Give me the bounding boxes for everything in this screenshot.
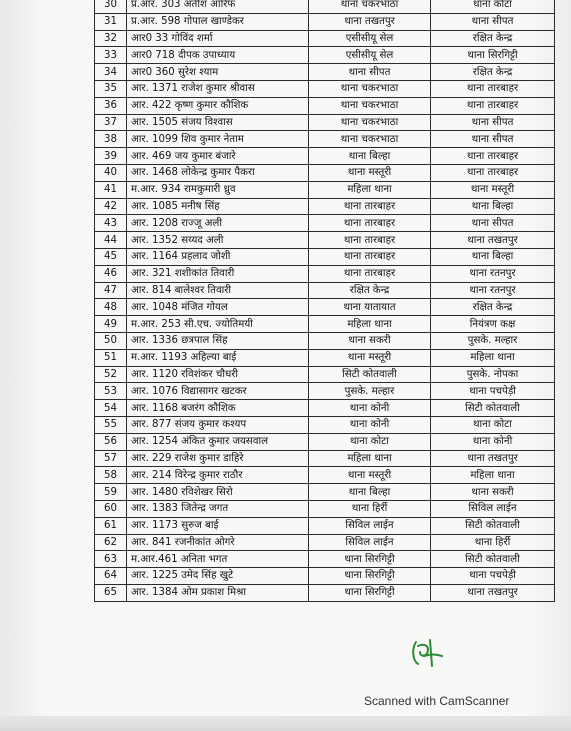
serial-number-cell: 31 xyxy=(95,13,127,30)
from-posting-cell: थाना चकरभाठा xyxy=(309,114,431,131)
table-row xyxy=(95,198,555,215)
from-posting-cell: महिला थाना xyxy=(309,450,431,467)
serial-number-cell: 41 xyxy=(95,181,127,198)
from-posting-cell: थाना मस्तूरी xyxy=(309,164,431,181)
table-row xyxy=(95,500,555,517)
to-posting-cell: रक्षित केन्द्र xyxy=(431,299,555,316)
table-row xyxy=(95,47,555,64)
transfer-roster-table xyxy=(94,0,555,602)
employee-name-cell: आर. 321 शशीकांत तिवारी xyxy=(127,265,309,282)
serial-number-cell: 50 xyxy=(95,332,127,349)
serial-number-cell: 38 xyxy=(95,131,127,148)
to-posting-cell: थाना सीपत xyxy=(431,114,555,131)
handwritten-signature-icon xyxy=(408,634,448,670)
serial-number-cell: 34 xyxy=(95,64,127,81)
to-posting-cell: थाना तारबाहर xyxy=(431,80,555,97)
employee-name-cell: आर. 1505 संजय विश्वास xyxy=(127,114,309,131)
to-posting-cell: थाना रतनपुर xyxy=(431,282,555,299)
table-row xyxy=(95,80,555,97)
to-posting-cell: नियंत्रण कक्ष xyxy=(431,316,555,333)
from-posting-cell: थाना चकरभाठा xyxy=(309,131,431,148)
employee-name-cell: आर. 1048 मंजित गोयल xyxy=(127,299,309,316)
to-posting-cell: थाना तखतपुर xyxy=(431,450,555,467)
serial-number-cell: 37 xyxy=(95,114,127,131)
employee-name-cell: आर. 1164 प्रहलाद जोशी xyxy=(127,248,309,265)
employee-name-cell: आर. 814 बालेश्वर तिवारी xyxy=(127,282,309,299)
table-row xyxy=(95,181,555,198)
from-posting-cell: थाना सकरी xyxy=(309,332,431,349)
table-row xyxy=(95,248,555,265)
serial-number-cell: 52 xyxy=(95,366,127,383)
from-posting-cell: थाना सीपत xyxy=(309,64,431,81)
employee-name-cell: आर. 1225 उमेद सिंह खुटे xyxy=(127,568,309,585)
from-posting-cell: थाना कोनी xyxy=(309,416,431,433)
to-posting-cell: सिविल लाईन xyxy=(431,500,555,517)
serial-number-cell: 54 xyxy=(95,400,127,417)
to-posting-cell: सिटी कोतवाली xyxy=(431,517,555,534)
from-posting-cell: रक्षित केन्द्र xyxy=(309,282,431,299)
to-posting-cell: थाना सिरगिट्टी xyxy=(431,47,555,64)
table-row xyxy=(95,64,555,81)
from-posting-cell: पुसके. मल्हार xyxy=(309,383,431,400)
table-row xyxy=(95,299,555,316)
employee-name-cell: आर. 1383 जितेन्द्र जगत xyxy=(127,500,309,517)
from-posting-cell: थाना चकरभाठा xyxy=(309,0,431,13)
table-row xyxy=(95,383,555,400)
serial-number-cell: 56 xyxy=(95,433,127,450)
to-posting-cell: थाना सीपत xyxy=(431,13,555,30)
employee-name-cell: आर. 1384 ओम प्रकाश मिश्रा xyxy=(127,584,309,601)
from-posting-cell: थाना सिरगिट्टी xyxy=(309,584,431,601)
table-row xyxy=(95,148,555,165)
employee-name-cell: आर0 718 दीपक उपाध्याय xyxy=(127,47,309,64)
serial-number-cell: 48 xyxy=(95,299,127,316)
from-posting-cell: एसीसीयू सेल xyxy=(309,47,431,64)
to-posting-cell: थाना मस्तूरी xyxy=(431,181,555,198)
from-posting-cell: थाना चकरभाठा xyxy=(309,80,431,97)
serial-number-cell: 62 xyxy=(95,534,127,551)
to-posting-cell: महिला थाना xyxy=(431,349,555,366)
to-posting-cell: थाना रतनपुर xyxy=(431,265,555,282)
employee-name-cell: म.आर. 934 रामकुमारी ध्रुव xyxy=(127,181,309,198)
serial-number-cell: 30 xyxy=(95,0,127,13)
serial-number-cell: 47 xyxy=(95,282,127,299)
table-row xyxy=(95,433,555,450)
table-row xyxy=(95,467,555,484)
from-posting-cell: थाना तारबाहर xyxy=(309,198,431,215)
from-posting-cell: महिला थाना xyxy=(309,316,431,333)
serial-number-cell: 35 xyxy=(95,80,127,97)
to-posting-cell: थाना तारबाहर xyxy=(431,148,555,165)
from-posting-cell: महिला थाना xyxy=(309,181,431,198)
serial-number-cell: 44 xyxy=(95,232,127,249)
employee-name-cell: आर. 1120 रविशंकर चौधरी xyxy=(127,366,309,383)
serial-number-cell: 61 xyxy=(95,517,127,534)
serial-number-cell: 49 xyxy=(95,316,127,333)
table-row xyxy=(95,416,555,433)
table-row xyxy=(95,517,555,534)
to-posting-cell: थाना पचपेड़ी xyxy=(431,383,555,400)
employee-name-cell: आर. 469 जय कुमार बंजारे xyxy=(127,148,309,165)
employee-name-cell: आर0 360 सुरेश श्याम xyxy=(127,64,309,81)
from-posting-cell: थाना कोनी xyxy=(309,400,431,417)
to-posting-cell: थाना तारबाहर xyxy=(431,164,555,181)
employee-name-cell: आर. 1099 शिव कुमार नेताम xyxy=(127,131,309,148)
table-row xyxy=(95,568,555,585)
employee-name-cell: म.आर.461 अनिता भगत xyxy=(127,551,309,568)
employee-name-cell: आर. 1173 सुरुज बाई xyxy=(127,517,309,534)
from-posting-cell: सिविल लाईन xyxy=(309,517,431,534)
to-posting-cell: थाना तारबाहर xyxy=(431,97,555,114)
table-row xyxy=(95,450,555,467)
to-posting-cell: सिटी कोतवाली xyxy=(431,400,555,417)
from-posting-cell: थाना सिरगिट्टी xyxy=(309,551,431,568)
employee-name-cell: आर0 33 गोविंद शर्मा xyxy=(127,30,309,47)
serial-number-cell: 60 xyxy=(95,500,127,517)
table-row xyxy=(95,164,555,181)
employee-name-cell: आर. 1371 राजेश कुमार श्रीवास xyxy=(127,80,309,97)
employee-name-cell: प्र.आर. 598 गोपाल खाण्डेकर xyxy=(127,13,309,30)
employee-name-cell: आर. 1352 सय्यद अली xyxy=(127,232,309,249)
to-posting-cell: थाना बिल्हा xyxy=(431,198,555,215)
employee-name-cell: म.आर. 253 सी.एच. ज्योतिमयी xyxy=(127,316,309,333)
from-posting-cell: सिविल लाईन xyxy=(309,534,431,551)
table-row xyxy=(95,484,555,501)
from-posting-cell: थाना चकरभाठा xyxy=(309,97,431,114)
table-row xyxy=(95,13,555,30)
to-posting-cell: थाना पचपेड़ी xyxy=(431,568,555,585)
serial-number-cell: 39 xyxy=(95,148,127,165)
table-row xyxy=(95,215,555,232)
serial-number-cell: 46 xyxy=(95,265,127,282)
serial-number-cell: 57 xyxy=(95,450,127,467)
table-row xyxy=(95,114,555,131)
to-posting-cell: पुसके. मल्हार xyxy=(431,332,555,349)
to-posting-cell: रक्षित केन्द्र xyxy=(431,30,555,47)
table-row xyxy=(95,584,555,601)
from-posting-cell: थाना बिल्हा xyxy=(309,148,431,165)
employee-name-cell: आर. 1208 राज्जू अली xyxy=(127,215,309,232)
from-posting-cell: थाना यातायात xyxy=(309,299,431,316)
to-posting-cell: थाना हिर्री xyxy=(431,534,555,551)
table-row xyxy=(95,534,555,551)
table-row xyxy=(95,265,555,282)
serial-number-cell: 42 xyxy=(95,198,127,215)
employee-name-cell: आर. 1085 मनीष सिंह xyxy=(127,198,309,215)
table-row xyxy=(95,97,555,114)
employee-name-cell: आर. 229 राजेश कुमार डाहिरे xyxy=(127,450,309,467)
from-posting-cell: थाना तारबाहर xyxy=(309,265,431,282)
to-posting-cell: थाना कोनी xyxy=(431,433,555,450)
table-row xyxy=(95,349,555,366)
serial-number-cell: 51 xyxy=(95,349,127,366)
employee-name-cell: आर. 1480 रविशेखर सिरो xyxy=(127,484,309,501)
employee-name-cell: आर. 1254 अंकित कुमार जयसवाल xyxy=(127,433,309,450)
to-posting-cell: रक्षित केन्द्र xyxy=(431,64,555,81)
from-posting-cell: सिटी कोतवाली xyxy=(309,366,431,383)
from-posting-cell: थाना बिल्हा xyxy=(309,484,431,501)
employee-name-cell: आर. 214 विरेन्द्र कुमार राठौर xyxy=(127,467,309,484)
serial-number-cell: 33 xyxy=(95,47,127,64)
page-bottom-edge xyxy=(0,716,571,731)
from-posting-cell: थाना तारबाहर xyxy=(309,232,431,249)
employee-name-cell: म.आर. 1193 अहिल्या बाई xyxy=(127,349,309,366)
table-row xyxy=(95,0,555,13)
to-posting-cell: थाना तखतपुर xyxy=(431,584,555,601)
camscanner-footer: Scanned with CamScanner xyxy=(364,694,510,708)
serial-number-cell: 65 xyxy=(95,584,127,601)
serial-number-cell: 55 xyxy=(95,416,127,433)
from-posting-cell: थाना हिर्री xyxy=(309,500,431,517)
serial-number-cell: 36 xyxy=(95,97,127,114)
from-posting-cell: थाना तखतपुर xyxy=(309,13,431,30)
serial-number-cell: 40 xyxy=(95,164,127,181)
table-row xyxy=(95,400,555,417)
to-posting-cell: थाना कोटा xyxy=(431,0,555,13)
from-posting-cell: थाना तारबाहर xyxy=(309,248,431,265)
table-row xyxy=(95,366,555,383)
table-row xyxy=(95,282,555,299)
to-posting-cell: सिटी कोतवाली xyxy=(431,551,555,568)
from-posting-cell: एसीसीयू सेल xyxy=(309,30,431,47)
roster-body xyxy=(95,0,555,601)
table-row xyxy=(95,232,555,249)
serial-number-cell: 32 xyxy=(95,30,127,47)
serial-number-cell: 59 xyxy=(95,484,127,501)
employee-name-cell: आर. 1076 विद्यासागर खटकर xyxy=(127,383,309,400)
to-posting-cell: थाना तखतपुर xyxy=(431,232,555,249)
table-row xyxy=(95,332,555,349)
to-posting-cell: थाना कोटा xyxy=(431,416,555,433)
to-posting-cell: थाना सकरी xyxy=(431,484,555,501)
from-posting-cell: थाना सिरगिट्टी xyxy=(309,568,431,585)
employee-name-cell: आर. 1336 छत्रपाल सिंह xyxy=(127,332,309,349)
employee-name-cell: आर. 1468 लोकेन्द्र कुमार पैकरा xyxy=(127,164,309,181)
employee-name-cell: आर. 422 कृष्ण कुमार कौशिक xyxy=(127,97,309,114)
to-posting-cell: पुसके. नोपका xyxy=(431,366,555,383)
from-posting-cell: थाना मस्तूरी xyxy=(309,349,431,366)
serial-number-cell: 58 xyxy=(95,467,127,484)
table-row xyxy=(95,131,555,148)
employee-name-cell: आर. 841 रजनीकांत ओगरे xyxy=(127,534,309,551)
serial-number-cell: 45 xyxy=(95,248,127,265)
table-row xyxy=(95,30,555,47)
from-posting-cell: थाना कोटा xyxy=(309,433,431,450)
to-posting-cell: थाना सीपत xyxy=(431,215,555,232)
serial-number-cell: 63 xyxy=(95,551,127,568)
employee-name-cell: आर. 877 संजय कुमार कश्यप xyxy=(127,416,309,433)
serial-number-cell: 43 xyxy=(95,215,127,232)
employee-name-cell: आर. 1168 बजरंग कौशिक xyxy=(127,400,309,417)
table-row xyxy=(95,551,555,568)
serial-number-cell: 64 xyxy=(95,568,127,585)
from-posting-cell: थाना मस्तूरी xyxy=(309,467,431,484)
serial-number-cell: 53 xyxy=(95,383,127,400)
to-posting-cell: थाना बिल्हा xyxy=(431,248,555,265)
to-posting-cell: थाना सीपत xyxy=(431,131,555,148)
table-row xyxy=(95,316,555,333)
employee-name-cell: प्र.आर. 303 अतीश आरिफ xyxy=(127,0,309,13)
to-posting-cell: महिला थाना xyxy=(431,467,555,484)
from-posting-cell: थाना तारबाहर xyxy=(309,215,431,232)
